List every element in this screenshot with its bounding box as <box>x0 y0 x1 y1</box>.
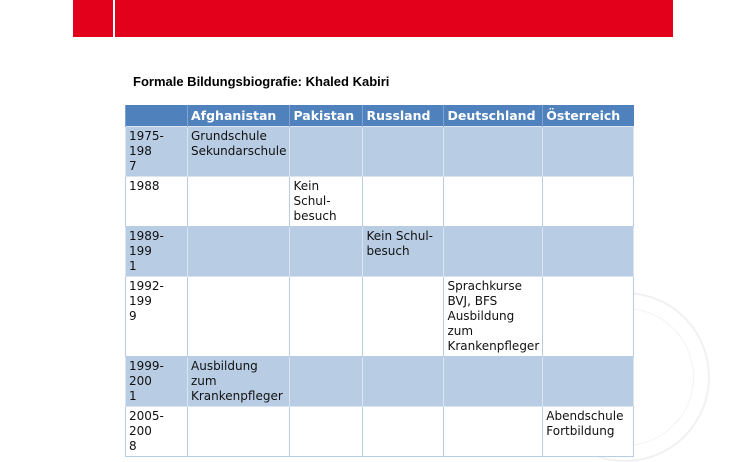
column-header <box>126 105 188 127</box>
table-row <box>126 357 634 407</box>
table-row <box>126 407 634 457</box>
table-cell <box>444 357 543 407</box>
year-cell: 1988 <box>126 177 188 227</box>
table-cell <box>363 127 444 177</box>
column-header: Österreich <box>543 105 634 127</box>
year-cell: 1992-199 9 <box>126 277 188 357</box>
table-cell <box>543 127 634 177</box>
table-cell <box>543 277 634 357</box>
table-cell <box>290 277 363 357</box>
year-cell: 1975-198 7 <box>126 127 188 177</box>
table-cell <box>290 227 363 277</box>
column-header: Afghanistan <box>188 105 290 127</box>
table-cell <box>290 357 363 407</box>
table-cell <box>363 277 444 357</box>
table-cell: Ausbildung zum Krankenpfleger <box>188 357 290 407</box>
table-cell <box>290 407 363 457</box>
table-cell: Grundschule Sekundarschule <box>188 127 290 177</box>
table-cell <box>188 277 290 357</box>
table-row <box>126 127 634 177</box>
header-banner <box>73 0 673 37</box>
banner-divider <box>113 0 115 37</box>
table-cell <box>543 177 634 227</box>
table-cell <box>363 177 444 227</box>
table-cell <box>444 407 543 457</box>
table-cell <box>188 177 290 227</box>
table-cell: Kein Schul- besuch <box>290 177 363 227</box>
slide-title: Formale Bildungsbiografie: Khaled Kabiri <box>133 74 390 89</box>
year-cell: 2005-200 8 <box>126 407 188 457</box>
table-cell <box>444 177 543 227</box>
table-cell <box>543 357 634 407</box>
table-cell <box>188 407 290 457</box>
column-header: Deutschland <box>444 105 543 127</box>
table-header-row <box>126 105 634 127</box>
table-cell <box>363 407 444 457</box>
year-cell: 1999-200 1 <box>126 357 188 407</box>
table-cell <box>188 227 290 277</box>
table-cell <box>444 227 543 277</box>
table-cell <box>290 127 363 177</box>
year-cell: 1989-199 1 <box>126 227 188 277</box>
table-cell <box>543 227 634 277</box>
education-table <box>125 105 634 457</box>
table-row <box>126 277 634 357</box>
column-header: Pakistan <box>290 105 363 127</box>
table-row <box>126 227 634 277</box>
table-cell <box>444 127 543 177</box>
table-cell <box>363 357 444 407</box>
table-row <box>126 177 634 227</box>
table-cell: Sprachkurse BVJ, BFS Ausbildung zum Krankenpfleger <box>444 277 543 357</box>
table-cell: Abendschule Fortbildung <box>543 407 634 457</box>
column-header: Russland <box>363 105 444 127</box>
table-cell: Kein Schul- besuch <box>363 227 444 277</box>
